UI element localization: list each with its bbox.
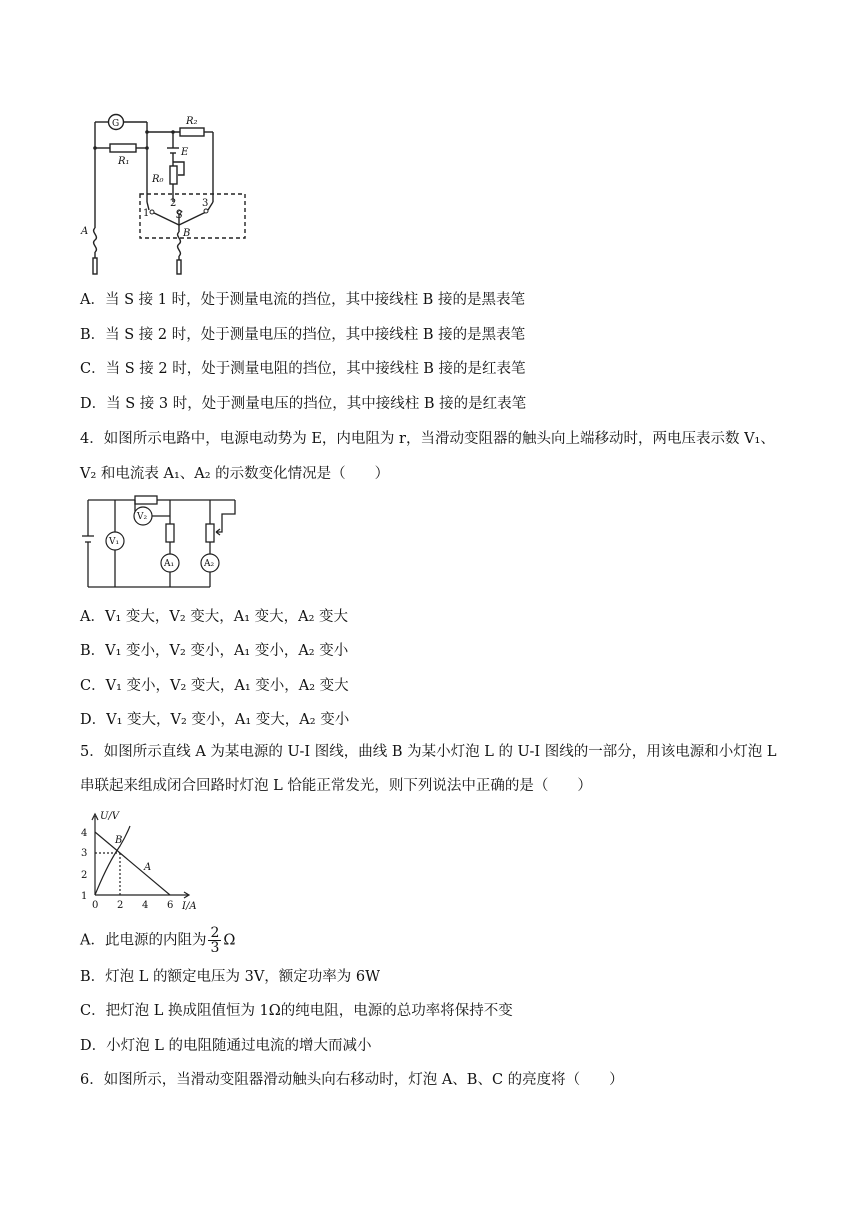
line-label-A: A: [144, 862, 152, 873]
label-R0: R₀: [152, 174, 164, 185]
q3-option-b: B．当 S 接 2 时，处于测量电压的挡位，其中接线柱 B 接的是黑表笔: [80, 327, 526, 343]
q5-stem-line1: 5．如图所示直线 A 为某电源的 U-I 图线，曲线 B 为某小灯泡 L 的 U-I 图线的一部分，用该电源和小灯泡 L: [80, 744, 777, 760]
label-V2: V₂: [137, 512, 148, 522]
label-A1: A₁: [164, 559, 175, 569]
fraction: [208, 926, 221, 955]
q5-ui-graph: [78, 808, 208, 913]
q6-stem-line1: 6．如图所示，当滑动变阻器滑动触头向右移动时，灯泡 A、B、C 的亮度将（ ）: [80, 1072, 624, 1088]
ytick-1: 1: [81, 891, 88, 902]
label-V1: V₁: [109, 537, 120, 547]
ytick-3: 3: [81, 848, 88, 859]
q5-option-a: [80, 926, 235, 955]
label-R2: R₂: [186, 116, 198, 127]
xtick-4: 4: [142, 900, 149, 911]
xtick-0: 0: [92, 900, 99, 911]
q4-stem-line2: V₂ 和电流表 A₁、A₂ 的示数变化情况是（ ）: [80, 466, 390, 482]
ytick-2: 2: [81, 870, 88, 881]
ytick-4: 4: [81, 828, 88, 839]
q3-option-d: D．当 S 接 3 时，处于测量电压的挡位，其中接线柱 B 接的是红表笔: [80, 396, 527, 412]
q3-option-a: A．当 S 接 1 时，处于测量电流的挡位，其中接线柱 B 接的是黑表笔: [80, 292, 525, 308]
xtick-6: 6: [167, 900, 174, 911]
q4-option-d: D．V₁ 变大，V₂ 变小，A₁ 变大，A₂ 变小: [80, 712, 350, 728]
label-G: G: [112, 119, 120, 129]
q4-option-b: B．V₁ 变小，V₂ 变小，A₁ 变小，A₂ 变小: [80, 643, 349, 659]
q4-option-a: A．V₁ 变大，V₂ 变大，A₁ 变大，A₂ 变大: [80, 609, 349, 625]
label-A: A: [81, 226, 89, 237]
fraction-numerator: 2: [210, 925, 220, 941]
q3-option-c: C．当 S 接 2 时，处于测量电阻的挡位，其中接线柱 B 接的是红表笔: [80, 361, 526, 377]
label-R1: R₁: [118, 156, 130, 167]
q4-stem-line1: 4．如图所示电路中，电源电动势为 E，内电阻为 r，当滑动变阻器的触头向上端移动时，两电压表示数 V₁、: [80, 431, 775, 447]
label-A2: A₂: [204, 559, 215, 569]
label-E: E: [181, 147, 189, 158]
q5-option-d: D．小灯泡 L 的电阻随通过电流的增大而减小: [80, 1038, 372, 1054]
label-switch-1: 1: [143, 208, 150, 219]
q5-option-c: C．把灯泡 L 换成阻值恒为 1Ω的纯电阻，电源的总功率将保持不变: [80, 1003, 513, 1019]
q5-option-b: B．灯泡 L 的额定电压为 3V，额定功率为 6W: [80, 969, 381, 985]
label-switch-2: 2: [170, 198, 177, 209]
q5-option-a-prefix: A．此电源的内阻为: [80, 932, 207, 949]
q5-stem-line2: 串联起来组成闭合回路时灯泡 L 恰能正常发光，则下列说法中正确的是（ ）: [80, 778, 592, 794]
graph-xlabel: I/A: [182, 901, 197, 912]
fraction-denominator: 3: [210, 940, 220, 956]
label-B: B: [183, 228, 191, 239]
unit-ohm: Ω: [223, 932, 236, 949]
graph-ylabel: U/V: [100, 811, 120, 822]
multimeter-circuit-figure: [80, 110, 260, 280]
q4-circuit-figure: [80, 492, 250, 592]
xtick-2: 2: [117, 900, 124, 911]
label-switch-3: 3: [202, 198, 209, 209]
q4-option-c: C．V₁ 变小，V₂ 变大，A₁ 变小，A₂ 变大: [80, 678, 349, 694]
label-S: S: [176, 210, 183, 221]
curve-label-B: B: [115, 835, 123, 846]
